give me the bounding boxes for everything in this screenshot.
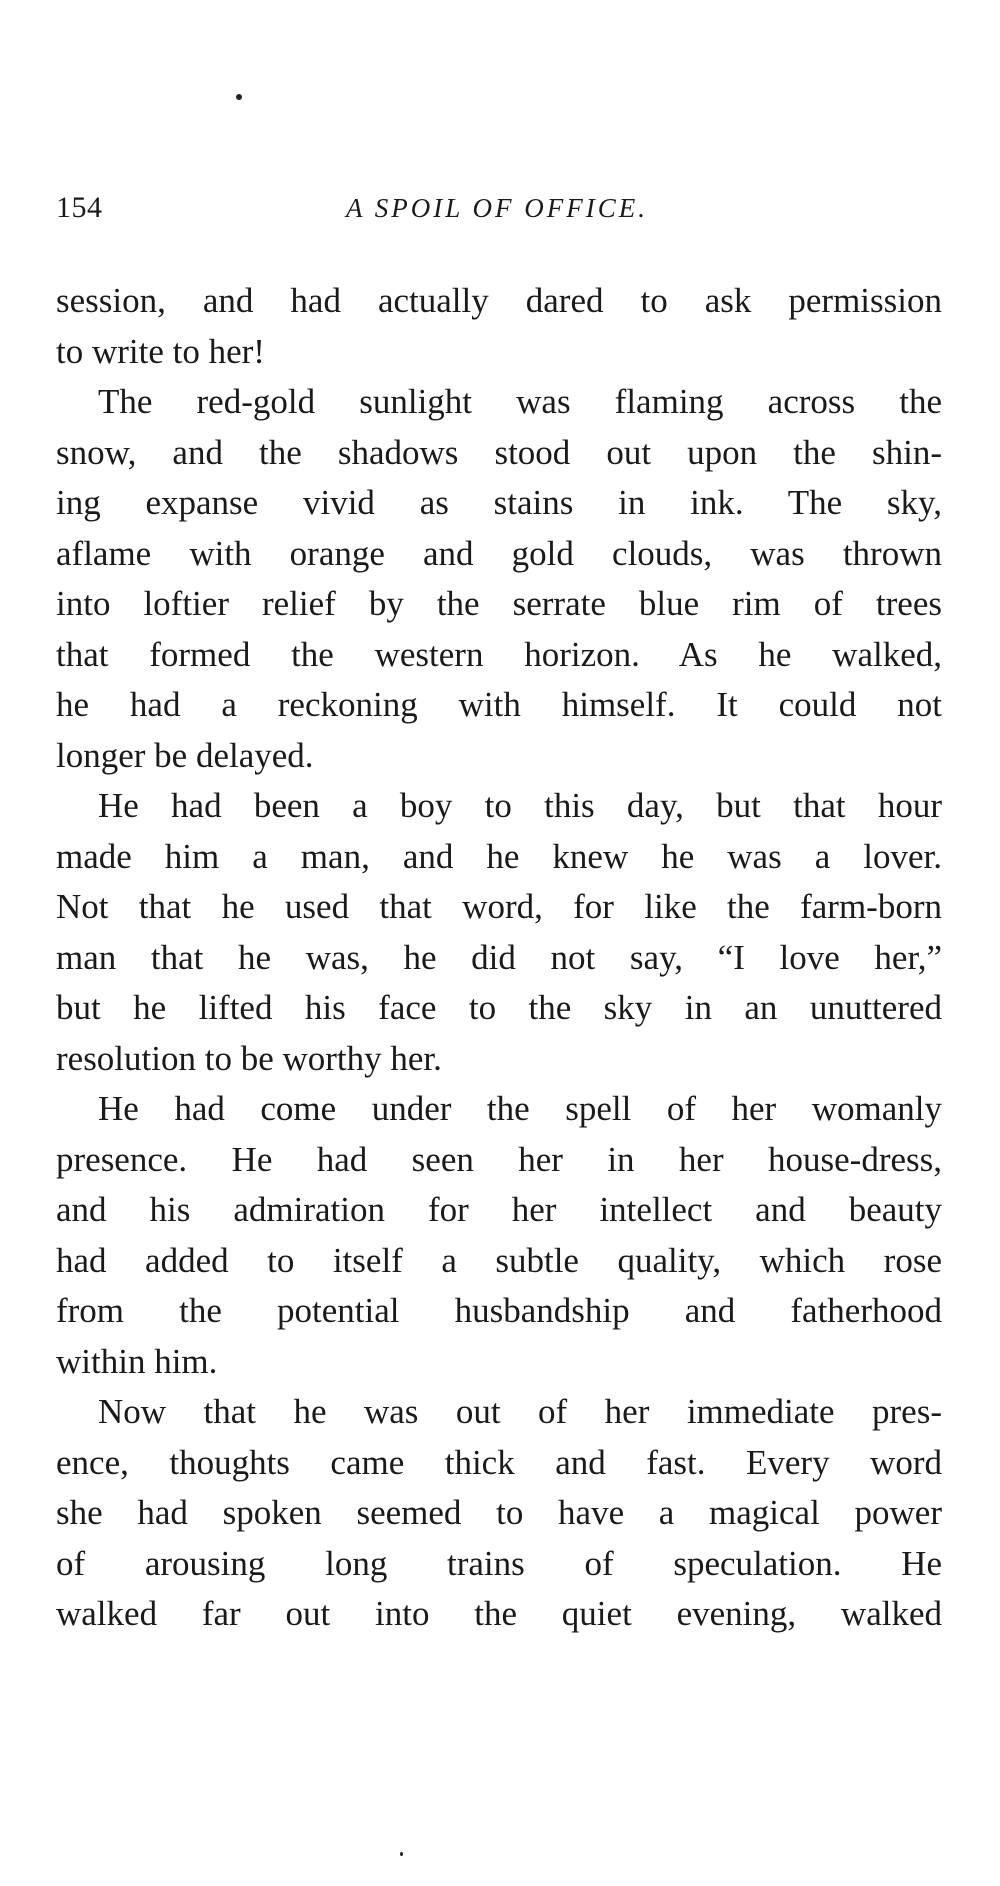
text-line: longer be delayed. <box>56 735 314 775</box>
text-line: ence, thoughts came thick and fast. Every word <box>56 1442 942 1482</box>
running-title: A SPOIL OF OFFICE. <box>346 193 648 223</box>
text-line: within him. <box>56 1341 218 1381</box>
text-line: she had spoken seemed to have a magical power <box>56 1493 942 1532</box>
running-head <box>56 188 936 228</box>
text-line: had added to itself a subtle quality, which rose <box>56 1240 942 1280</box>
text-line: Now that he was out of her immediate pres- <box>98 1392 942 1431</box>
body-text <box>56 276 942 1640</box>
text-line: The red-gold sunlight was flaming across the <box>98 382 942 421</box>
text-line: but he lifted his face to the sky in an unuttered <box>56 988 942 1027</box>
text-line: of arousing long trains of speculation. He <box>56 1543 942 1583</box>
text-line: and his admiration for her intellect and beauty <box>56 1190 942 1229</box>
text-line: snow, and the shadows stood out upon the shin- <box>56 432 942 472</box>
ink-speck <box>400 1852 403 1856</box>
text-line: that formed the western horizon. As he walked, <box>56 634 942 674</box>
ink-speck <box>236 94 242 100</box>
page-number: 154 <box>56 191 103 224</box>
text-line: aflame with orange and gold clouds, was thrown <box>56 533 942 573</box>
text-line: ing expanse vivid as stains in ink. The sky, <box>56 483 942 522</box>
text-line: session, and had actually dared to ask permission <box>56 281 942 320</box>
text-line: to write to her! <box>56 331 265 371</box>
text-line: resolution to be worthy her. <box>56 1038 442 1078</box>
text-line: he had a reckoning with himself. It could not <box>56 685 942 724</box>
text-line: walked far out into the quiet evening, walked <box>56 1594 942 1633</box>
text-line: He had been a boy to this day, but that hour <box>98 786 942 825</box>
text-line: man that he was, he did not say, “I love her,” <box>56 937 942 977</box>
text-line: presence. He had seen her in her house-dress, <box>56 1139 942 1179</box>
text-line: into loftier relief by the serrate blue rim of trees <box>56 584 942 623</box>
text-line: Not that he used that word, for like the farm-born <box>56 887 942 926</box>
text-line: He had come under the spell of her womanly <box>98 1089 942 1128</box>
text-line: from the potential husbandship and fatherhood <box>56 1291 942 1330</box>
text-line: made him a man, and he knew he was a lover. <box>56 836 942 876</box>
